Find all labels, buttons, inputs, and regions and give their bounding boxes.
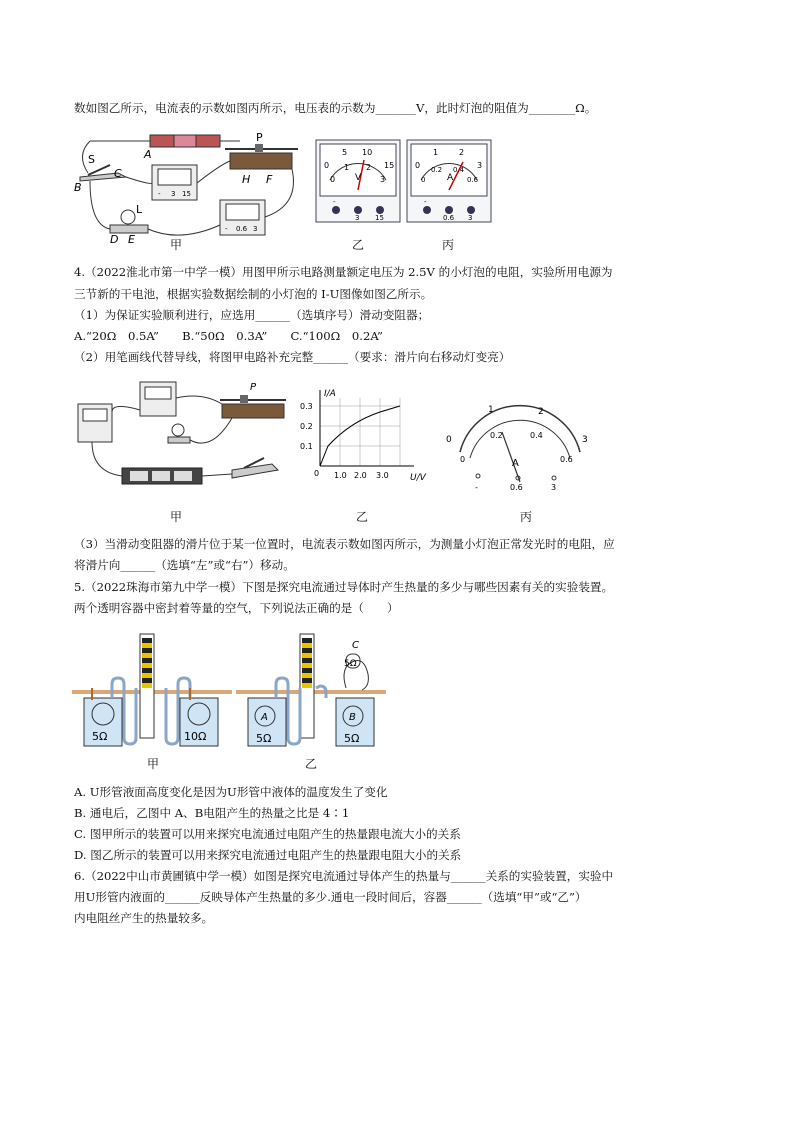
graph-ytick-01: 0.1	[300, 442, 313, 451]
dial2-term-minus: -	[475, 483, 478, 492]
graph-xlabel: U/V	[410, 473, 426, 483]
yi-inner-1: 1	[344, 163, 350, 172]
q5-option-A: A. U形管液面高度变化是因为U形管中液体的温度发生了变化	[74, 785, 388, 799]
label-A: A	[144, 148, 152, 161]
yi-unit: V	[355, 173, 362, 183]
bing-term-3: 3	[468, 214, 473, 222]
ammeter-dial-bing	[407, 140, 491, 222]
q3-tail-text: 数如图乙所示，电流表的示数如图丙所示，电压表的示数为_______V，此时灯泡的阻值为________Ω。	[74, 101, 597, 115]
label-B: B	[74, 181, 82, 194]
graph-ytick-02: 0.2	[300, 422, 313, 431]
yi-outer-5: 5	[342, 148, 348, 157]
q4-part-1: （1）为保证实验顺利进行，应选用______（选填序号）滑动变阻器；	[74, 308, 430, 322]
q5-caption-yi: 乙	[305, 757, 318, 771]
yi-outer-10: 10	[362, 148, 373, 157]
yi-term-3: 3	[355, 214, 360, 222]
label-P2: P	[250, 382, 257, 393]
iu-graph	[290, 388, 440, 488]
fig2-caption-jia: 甲	[170, 510, 183, 524]
circuit-figure-1	[70, 125, 310, 247]
q4-stem-2: 三节新的干电池，根据实验数据绘制的小灯泡的 I-U图像如图乙所示。	[74, 287, 433, 301]
heat-apparatus-jia	[72, 628, 232, 754]
yi-inner-3: 3	[380, 175, 386, 184]
fig1-caption-jia: 甲	[170, 238, 183, 252]
bing-unit: A	[447, 173, 454, 183]
q5-option-C: C. 图甲所示的装置可以用来探究电流通过电阻产生的热量跟电流大小的关系	[74, 827, 461, 841]
dial2-outer-0: 0	[446, 435, 452, 445]
q5-stem-1: 5.（2022珠海市第九中学一模）下图是探究电流通过导体时产生热量的多少与哪些因素有关的实验装置。	[74, 580, 614, 594]
ammeter-terminal-06: 0.6	[236, 225, 248, 233]
q5-option-D: D. 图乙所示的装置可以用来探究电流通过电阻产生的热量跟电阻大小的关系	[74, 848, 462, 862]
lamp-2	[172, 424, 184, 436]
q4-stem-1: 4.（2022淮北市第一中学一模）用图甲所示电路测量额定电压为 2.5V 的小灯泡的电阻，实验所用电源为	[74, 265, 613, 279]
dial2-unit: A	[512, 458, 519, 469]
q5-option-B: B. 通电后，乙图中 A、B电阻产生的热量之比是 4∶1	[74, 806, 350, 820]
circuit-figure-2	[72, 382, 292, 490]
ammeter-terminal-3: 3	[253, 225, 258, 233]
q4-part-3b: 将滑片向______（选填“左”或“右”）移动。	[74, 558, 295, 572]
q5-caption-jia: 甲	[147, 757, 160, 771]
r-yi-C: 5Ω	[344, 659, 357, 669]
q4-part-3a: （3）当滑动变阻器的滑片位于某一位置时，电流表示数如图丙所示，为测量小灯泡正常发光时的电阻，应	[74, 537, 615, 551]
label-C-resistor: C	[352, 640, 359, 651]
voltmeter-dial-yi	[316, 140, 400, 222]
q6-line-2: 用U形管内液面的______反映导体产生热量的多少.通电一段时间后，容器______（选填“甲”或“乙”）	[74, 890, 587, 904]
dial2-outer-2: 2	[538, 407, 544, 417]
bing-inner-04: 0.4	[453, 166, 465, 174]
bing-outer-3: 3	[477, 161, 483, 170]
q5-stem-2: 两个透明容器中密封着等量的空气，下列说法正确的是（ ）	[74, 601, 399, 615]
dial2-inner-06: 0.6	[560, 455, 573, 464]
dial2-inner-02: 0.2	[490, 431, 503, 440]
yi-inner-0: 0	[330, 175, 336, 184]
label-E: E	[128, 233, 135, 246]
fig2-caption-yi: 乙	[356, 510, 369, 524]
label-F: F	[266, 173, 273, 186]
yi-term-15: 15	[375, 214, 384, 222]
label-A-container: A	[261, 712, 268, 723]
bing-inner-06: 0.6	[467, 176, 479, 184]
label-P: P	[256, 131, 263, 144]
label-B-container: B	[349, 712, 356, 723]
q4-part-2: （2）用笔画线代替导线，将图甲电路补充完整______（要求：滑片向右移动灯变亮）	[74, 350, 511, 364]
bing-inner-0: 0	[421, 176, 426, 184]
yi-outer-0: 0	[324, 161, 330, 170]
bing-outer-2: 2	[459, 148, 465, 157]
label-D: D	[110, 233, 119, 246]
dial2-inner-0: 0	[460, 455, 466, 464]
switch-2	[232, 464, 278, 478]
q4-options: A.“20Ω 0.5A” B.“50Ω 0.3A” C.“100Ω 0.2A”	[74, 329, 383, 343]
graph-xtick-3: 3.0	[376, 471, 389, 480]
yi-inner-2: 2	[366, 163, 372, 172]
graph-ytick-03: 0.3	[300, 402, 313, 411]
q6-line-3: 内电阻丝产生的热量较多。	[74, 911, 214, 925]
bing-inner-02: 0.2	[431, 166, 443, 174]
label-L: L	[136, 203, 143, 216]
voltmeter-terminal-15: 15	[182, 190, 191, 198]
rheostat-2	[222, 404, 284, 418]
voltmeter-terminal-3: 3	[171, 190, 176, 198]
bing-outer-0: 0	[415, 161, 421, 170]
r-jia-right: 10Ω	[184, 730, 207, 743]
label-H: H	[242, 173, 251, 186]
r-jia-left: 5Ω	[92, 730, 108, 743]
dial2-term-3: 3	[551, 483, 557, 492]
bing-outer-1: 1	[433, 148, 439, 157]
fig1-caption-bing: 丙	[442, 238, 455, 252]
dial2-term-06: 0.6	[510, 483, 523, 492]
fig2-caption-bing: 丙	[520, 510, 533, 524]
graph-ylabel: I/A	[324, 389, 336, 399]
lamp	[121, 210, 135, 224]
yi-outer-15: 15	[384, 161, 395, 170]
dial2-outer-1: 1	[488, 405, 494, 415]
voltmeter-terminal-minus: -	[158, 190, 161, 198]
yi-term-minus: -	[333, 198, 336, 206]
r-yi-B: 5Ω	[344, 732, 360, 745]
graph-xtick-2: 2.0	[354, 471, 367, 480]
ammeter-terminal-minus: -	[225, 225, 228, 233]
bing-term-06: 0.6	[443, 214, 455, 222]
ammeter-dial-2	[440, 402, 600, 492]
dial2-inner-04: 0.4	[530, 431, 543, 440]
fig1-caption-yi: 乙	[352, 238, 365, 252]
q6-line-1: 6.（2022中山市黄圃镇中学一模）如图是探究电流通过导体产生的热量与______关系的实验装置，实验中	[74, 869, 614, 883]
dial2-outer-3: 3	[582, 435, 588, 445]
label-C: C	[114, 167, 122, 180]
rheostat	[230, 153, 292, 169]
r-yi-A: 5Ω	[256, 732, 272, 745]
label-S: S	[88, 153, 95, 166]
bing-term-minus: -	[424, 198, 427, 206]
graph-xtick-1: 1.0	[334, 471, 347, 480]
graph-origin: 0	[314, 469, 320, 478]
heat-apparatus-yi	[236, 628, 386, 754]
